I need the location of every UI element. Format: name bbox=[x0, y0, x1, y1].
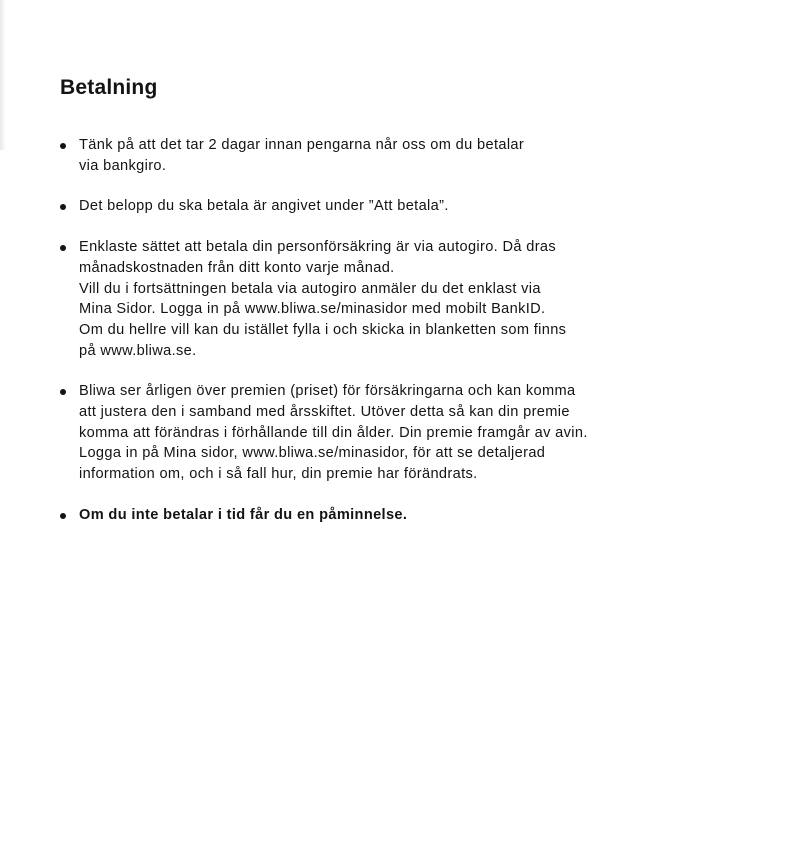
text-line: Mina Sidor. Logga in på www.bliwa.se/minasidor med mobilt BankID. bbox=[79, 301, 546, 318]
bullet-dot-icon bbox=[60, 245, 66, 251]
text-line: information om, och i så fall hur, din premie har förändrats. bbox=[79, 466, 478, 483]
text-line: Logga in på Mina sidor, www.bliwa.se/minasidor, för att se detaljerad bbox=[79, 445, 546, 462]
bullet-item-amount bbox=[60, 196, 740, 217]
text-line: Tänk på att det tar 2 dagar innan pengarna når oss om du betalar bbox=[79, 137, 525, 153]
text-line: komma att förändras i förhållande till din ålder. Din premie framgår av avin. bbox=[79, 424, 588, 441]
text-line: att justera den i samband med årsskiftet. Utöver detta så kan din premie bbox=[79, 404, 570, 421]
bullet-dot-icon bbox=[60, 143, 66, 149]
bullet-item-reminder bbox=[60, 505, 740, 526]
text-line: Bliwa ser årligen över premien (priset) för försäkringarna och kan komma bbox=[79, 383, 576, 400]
text-line: Om du hellre vill kan du istället fylla i och skicka in blanketten som finns bbox=[79, 321, 567, 338]
bullet-dot-icon bbox=[60, 389, 66, 395]
bullet-item-transfer-time bbox=[60, 135, 740, 176]
text-line: Enklaste sättet att betala din personförsäkring är via autogiro. Då dras bbox=[79, 239, 557, 256]
text-line: månadskostnaden från ditt konto varje månad. bbox=[79, 259, 395, 276]
bullet-dot-icon bbox=[60, 204, 66, 210]
text-line: Det belopp du ska betala är angivet under ”Att betala”. bbox=[79, 198, 449, 215]
text-line: via bankgiro. bbox=[79, 157, 167, 174]
text-line: Om du inte betalar i tid får du en påminnelse. bbox=[79, 506, 408, 523]
page-edge-shadow bbox=[0, 0, 6, 150]
page-title: Betalning bbox=[60, 76, 158, 99]
bullet-item-autogiro bbox=[60, 237, 740, 361]
bullet-dot-icon bbox=[60, 513, 66, 519]
bullet-item-premium-review bbox=[60, 381, 740, 485]
payment-info-list bbox=[60, 135, 740, 546]
text-line: på www.bliwa.se. bbox=[79, 342, 197, 359]
text-line: Vill du i fortsättningen betala via autogiro anmäler du det enklast via bbox=[79, 280, 541, 297]
